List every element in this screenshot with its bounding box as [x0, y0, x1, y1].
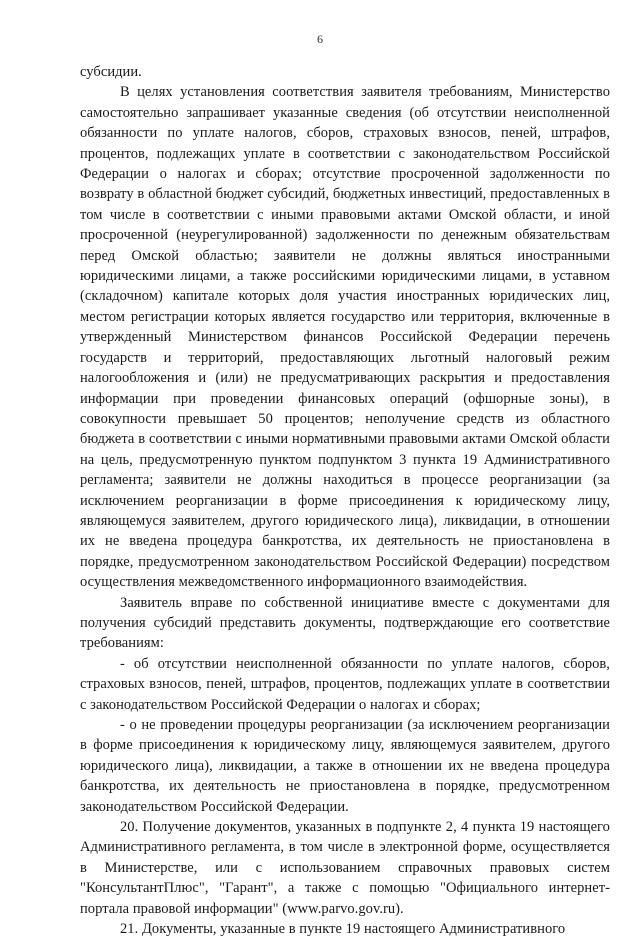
paragraph-verification: В целях установления соответствия заявителя требованиям, Министерство самостоятельно запрашивает указанные сведения (об отсутствии неисполненной обязанности по уплате налогов, сборов, страховых взносов, пеней, штрафов, процентов, подлежащих уплате в соответствии с законодательством Российской Федерации о налогах и сборах; отсутствие просроченной задолженности по возврату в областной бюджет субсидий, бюджетных инвестиций, предоставленных в том числе в соответствии с иными правовыми актами Омской области, и иной просроченной (неурегулированной) задолженности по денежным обязательствам перед Омской областью; заявители не должны являться иностранными юридическими лицами, а также российскими юридическими лицами, в уставном (складочном) капитале которых доля участия иностранных юридических лиц, местом регистрации которых является государство или территория, включенные в утвержденный Министерством финансов Российской Федерации перечень государств и территорий, предоставляющих льготный налоговый режим налогообложения и (или) не предусматривающих раскрытия и предоставления информации при проведении финансовых операций (офшорные зоны), в совокупности превышает 50 процентов; неполучение средств из областного бюджета в соответствии с иными нормативными правовыми актами Омской области на цель, предусмотренную пунктом подпунктом 3 пункта 19 Административного регламента; заявители не должны находиться в процессе реорганизации (за исключением реорганизации в форме присоединения к юридическому лицу, являющемуся заявителем, другого юридического лица), ликвидации, в отношении их не введена процедура банкротства, их деятельность не приостановлена в порядке, предусмотренном законодательством Российской Федерации) посредством осуществления межведомственного информационного взаимодействия. [80, 84, 610, 591]
list-item-reorganization: - о не проведении процедуры реорганизации (за исключением реорганизации в форме присоединения к юридическому лицу, являющемуся заявителем, другого юридического лица), ликвидации, а также в отношении их не введена процедура банкротства, их деятельность не приостановлена в порядке, предусмотренном законодательством Российской Федерации. [80, 717, 610, 815]
paragraph-clause-21: 21. Документы, указанные в пункте 19 настоящего Административного [120, 921, 566, 938]
document-body [80, 62, 610, 939]
list-item-taxes: - об отсутствии неисполненной обязанности по уплате налогов, сборов, страховых взносов, пеней, штрафов, процентов, подлежащих уплате в соответствии с законодательством Российской Федерации о налогах и сборах; [80, 655, 610, 713]
paragraph-applicant-right: Заявитель вправе по собственной инициативе вместе с документами для получения субсидий представить документы, подтверждающие его соответствие требованиям: [80, 594, 610, 652]
paragraph-clause-20: 20. Получение документов, указанных в подпункте 2, 4 пункта 19 настоящего Административного регламента, в том числе в электронной форме, осуществляется в Министерстве, или с использованием справочных правовых систем "КонсультантПлюс", "Гарант", а также с помощью "Официального интернет-портала правовой информации" (www.parvo.gov.ru). [80, 819, 610, 917]
page-number: 6 [317, 32, 323, 46]
paragraph-continuation: субсидии. [80, 64, 142, 80]
